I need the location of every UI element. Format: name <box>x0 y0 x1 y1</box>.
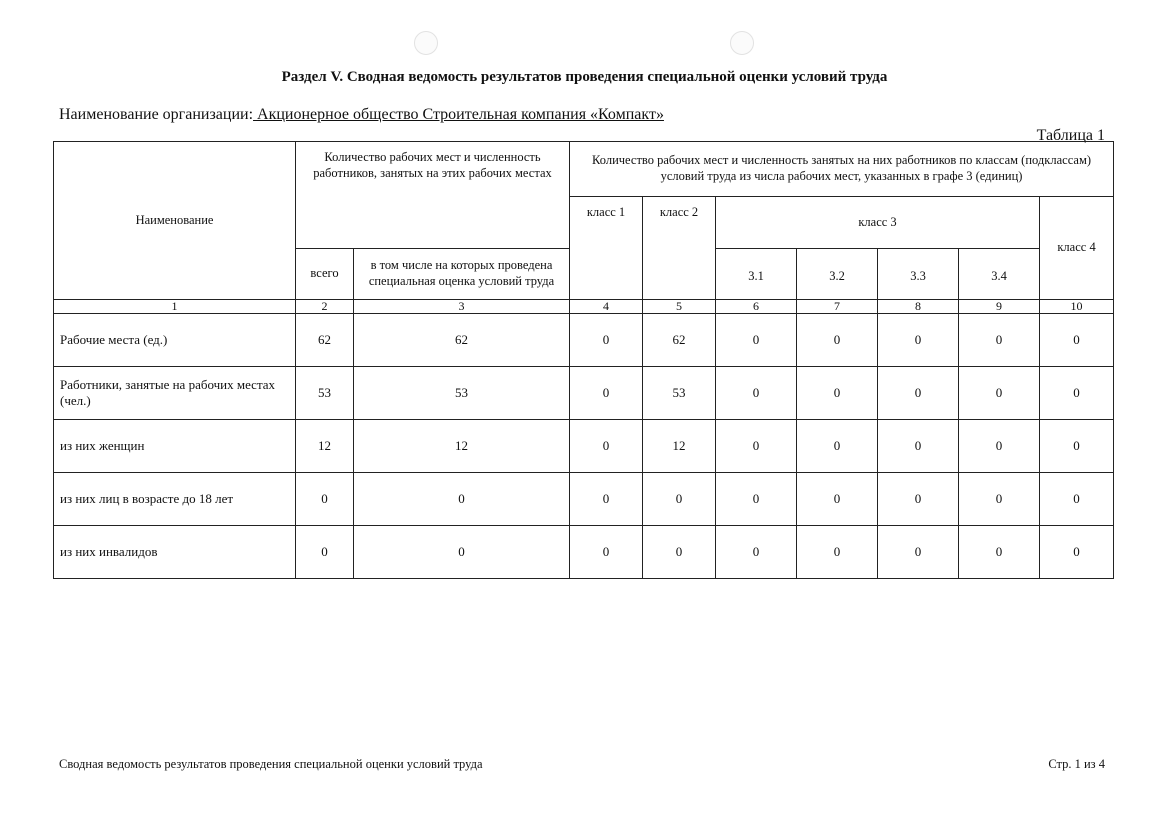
cell-class-3-3: 0 <box>878 473 959 526</box>
column-number: 5 <box>643 300 716 314</box>
table-row-disabled <box>54 526 1114 579</box>
cell-class-4: 0 <box>1040 473 1114 526</box>
cell-class-3-2: 0 <box>797 420 878 473</box>
cell-class-3-1: 0 <box>716 473 797 526</box>
summary-table <box>53 141 1114 579</box>
column-number: 1 <box>54 300 296 314</box>
cell-class-4: 0 <box>1040 367 1114 420</box>
header-class-2: класс 2 <box>643 197 716 300</box>
column-number: 6 <box>716 300 797 314</box>
cell-class-2: 0 <box>643 526 716 579</box>
row-name: из них лиц в возрасте до 18 лет <box>54 473 296 526</box>
cell-total: 0 <box>296 526 354 579</box>
row-name: из них инвалидов <box>54 526 296 579</box>
cell-class-3-1: 0 <box>716 367 797 420</box>
cell-assessed: 62 <box>354 314 570 367</box>
cell-class-3-1: 0 <box>716 526 797 579</box>
column-number-row <box>54 300 1114 314</box>
header-classes-group: Количество рабочих мест и численность занятых на них работников по классам (подклассам) условий труда из числа рабочих мест, указанных в графе 3 (единиц) <box>570 142 1114 197</box>
cell-assessed: 0 <box>354 473 570 526</box>
cell-assessed: 0 <box>354 526 570 579</box>
header-workplace-count-group: Количество рабочих мест и численность работников, занятых на этих рабочих местах <box>296 142 570 249</box>
header-class-3-3: 3.3 <box>878 249 959 300</box>
row-name: Рабочие места (ед.) <box>54 314 296 367</box>
cell-class-1: 0 <box>570 473 643 526</box>
cell-class-3-2: 0 <box>797 526 878 579</box>
cell-class-3-3: 0 <box>878 420 959 473</box>
header-class-4: класс 4 <box>1040 197 1114 300</box>
header-class-3: класс 3 <box>716 197 1040 249</box>
organization-name: Акционерное общество Строительная компания «Компакт» <box>253 106 664 123</box>
cell-class-2: 12 <box>643 420 716 473</box>
column-number: 3 <box>354 300 570 314</box>
cell-class-3-4: 0 <box>959 526 1040 579</box>
cell-total: 62 <box>296 314 354 367</box>
cell-class-1: 0 <box>570 367 643 420</box>
cell-class-3-4: 0 <box>959 367 1040 420</box>
header-class-3-1: 3.1 <box>716 249 797 300</box>
row-name: из них женщин <box>54 420 296 473</box>
cell-class-2: 62 <box>643 314 716 367</box>
cell-class-1: 0 <box>570 526 643 579</box>
cell-class-4: 0 <box>1040 420 1114 473</box>
header-total: всего <box>296 249 354 300</box>
column-number: 7 <box>797 300 878 314</box>
cell-assessed: 12 <box>354 420 570 473</box>
organization-line <box>59 106 664 124</box>
page-number: Стр. 1 из 4 <box>1048 757 1105 771</box>
table-row-workers <box>54 367 1114 420</box>
column-number: 4 <box>570 300 643 314</box>
cell-class-3-2: 0 <box>797 367 878 420</box>
cell-class-3-4: 0 <box>959 473 1040 526</box>
column-number: 8 <box>878 300 959 314</box>
header-class-3-4: 3.4 <box>959 249 1040 300</box>
cell-total: 53 <box>296 367 354 420</box>
cell-assessed: 53 <box>354 367 570 420</box>
footer-document-name: Сводная ведомость результатов проведения специальной оценки условий труда <box>59 757 483 771</box>
cell-class-3-4: 0 <box>959 314 1040 367</box>
table-row-women <box>54 420 1114 473</box>
cell-class-2: 53 <box>643 367 716 420</box>
cell-class-1: 0 <box>570 420 643 473</box>
header-class-3-2: 3.2 <box>797 249 878 300</box>
cell-class-3-1: 0 <box>716 314 797 367</box>
cell-class-3-4: 0 <box>959 420 1040 473</box>
cell-total: 0 <box>296 473 354 526</box>
cell-total: 12 <box>296 420 354 473</box>
cell-class-1: 0 <box>570 314 643 367</box>
cell-class-4: 0 <box>1040 526 1114 579</box>
cell-class-3-3: 0 <box>878 367 959 420</box>
punch-hole-right <box>730 31 754 55</box>
column-number: 9 <box>959 300 1040 314</box>
organization-label: Наименование организации: <box>59 106 254 123</box>
cell-class-3-3: 0 <box>878 314 959 367</box>
punch-hole-left <box>414 31 438 55</box>
cell-class-3-2: 0 <box>797 473 878 526</box>
table-number-label: Таблица 1 <box>1036 127 1105 144</box>
cell-class-3-3: 0 <box>878 526 959 579</box>
header-assessed: в том числе на которых проведена специальная оценка условий труда <box>354 249 570 300</box>
column-number: 10 <box>1040 300 1114 314</box>
cell-class-2: 0 <box>643 473 716 526</box>
column-number: 2 <box>296 300 354 314</box>
document-title: Раздел V. Сводная ведомость результатов проведения специальной оценки условий труда <box>281 69 888 85</box>
row-name: Работники, занятые на рабочих местах (чел.) <box>54 367 296 420</box>
header-class-1: класс 1 <box>570 197 643 300</box>
table-row-minors <box>54 473 1114 526</box>
header-name: Наименование <box>54 142 296 300</box>
cell-class-4: 0 <box>1040 314 1114 367</box>
cell-class-3-1: 0 <box>716 420 797 473</box>
table-row-workplaces <box>54 314 1114 367</box>
cell-class-3-2: 0 <box>797 314 878 367</box>
